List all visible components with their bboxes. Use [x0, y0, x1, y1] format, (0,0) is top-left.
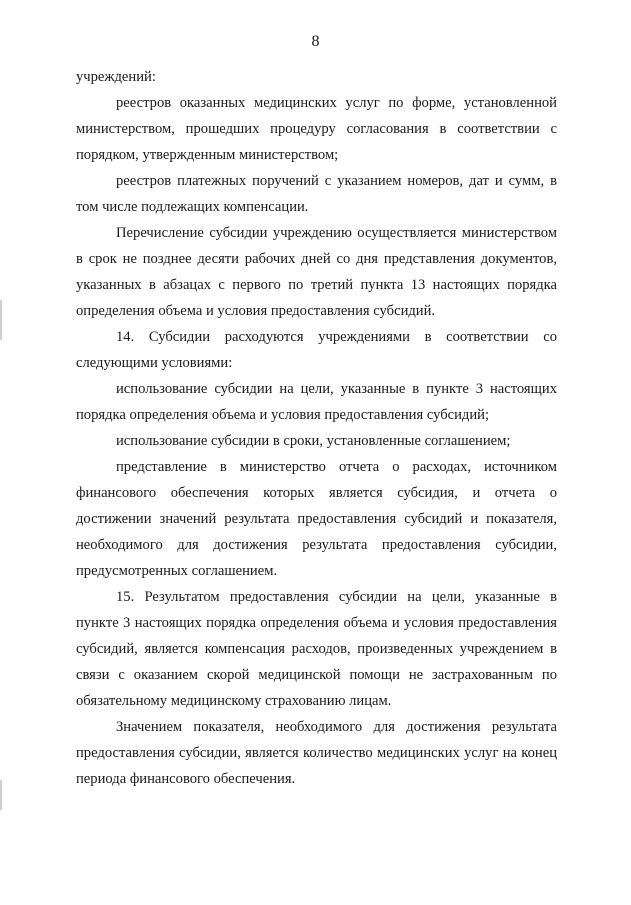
paragraph: Значением показателя, необходимого для достижения результата предоставления субсидии, является количество медицинских услуг на конец периода финансового обеспечения. [76, 719, 557, 787]
paragraph: учреждений: [76, 69, 156, 85]
paragraph: реестров платежных поручений с указанием номеров, дат и сумм, в том числе подлежащих компенсации. [76, 173, 557, 215]
paragraph: 15. Результатом предоставления субсидии на цели, указанные в пункте 3 настоящих порядка определения объема и условия предоставления субсидий, является компенсация расходов, произведенных учреждением в связи с оказанием скорой медицинской помощи не застрахованным по обязательному медицинскому страхованию лицам. [76, 589, 557, 709]
paragraph: использование субсидии в сроки, установленные соглашением; [116, 433, 511, 449]
document-body [76, 64, 557, 792]
paragraph: 14. Субсидии расходуются учреждениями в соответствии со следующими условиями: [76, 329, 557, 371]
scan-edge-mark [0, 300, 2, 340]
scan-edge-mark [0, 780, 2, 810]
paragraph: использование субсидии на цели, указанные в пункте 3 настоящих порядка определения объема и условия предоставления субсидий; [76, 381, 557, 423]
paragraph: Перечисление субсидии учреждению осуществляется министерством в срок не позднее десяти рабочих дней со дня представления документов, указанных в абзацах с первого по третий пункта 13 настоящих порядка определения объема и условия предоставления субсидий. [76, 225, 557, 319]
page-number: 8 [311, 33, 320, 50]
paragraph: представление в министерство отчета о расходах, источником финансового обеспечения которых является субсидия, и отчета о достижении значений результата предоставления субсидий и показателя, необходимого для достижения результата предоставления субсидии, предусмотренных соглашением. [76, 459, 557, 579]
paragraph: реестров оказанных медицинских услуг по форме, установленной министерством, прошедших процедуру согласования в соответствии с порядком, утвержденным министерством; [76, 95, 557, 163]
